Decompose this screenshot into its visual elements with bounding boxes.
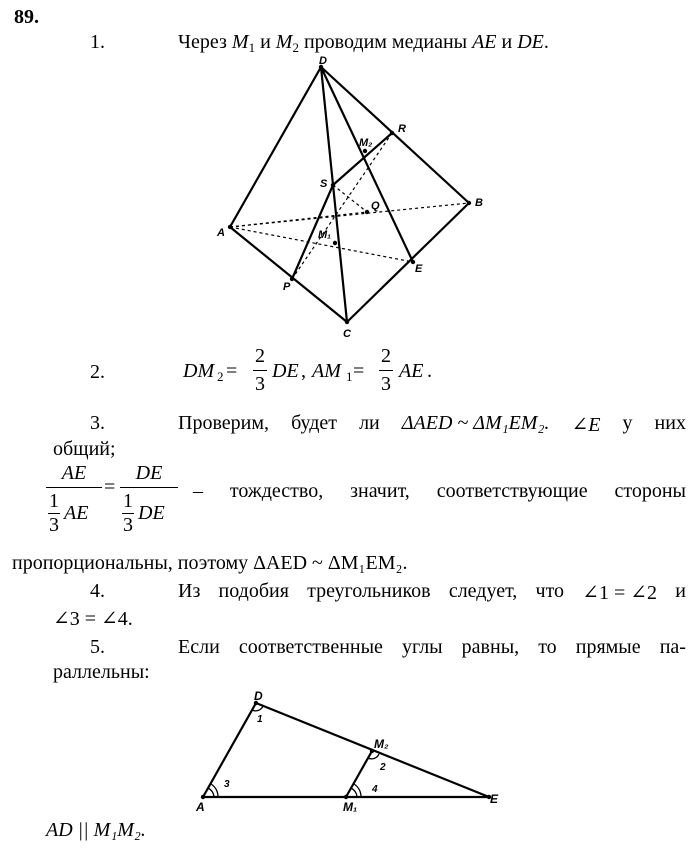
step-2-number: 2. [90, 361, 105, 383]
tetrahedron-figure [200, 55, 500, 345]
step-3-number: 3. [90, 412, 105, 434]
angle-2-label: 2 [380, 762, 386, 773]
step-4-line-1: Из подобия треугольников следует, что ∠1 = ∠2 и [178, 580, 686, 604]
step-1-text: Через $M_1$ и $M_2$ проводим медианы AE и DE. [178, 31, 549, 55]
label-R: R [398, 123, 406, 135]
angle-4-label: 4 [372, 784, 378, 795]
label-E: E [415, 263, 423, 275]
step-4-line-2: ∠3 = ∠4. [53, 608, 133, 630]
step-5-number: 5. [90, 636, 105, 658]
tri-label-A: A [196, 800, 205, 814]
step-3-line-3: – тождество, значит, соответствующие стороны [193, 480, 686, 502]
tri-label-D: D [254, 689, 263, 703]
step-3-line-2: общий; [53, 438, 116, 460]
label-S: S [320, 178, 328, 190]
step-5-line-2: раллельны: [53, 661, 150, 683]
label-B: B [475, 197, 483, 209]
problem-number: 89. [14, 6, 39, 28]
step-3-proportion: AE 1 3 AE = DE 1 3 DE [46, 462, 186, 542]
angle-1-label: 1 [257, 714, 263, 725]
label-Q: Q [371, 200, 380, 212]
tri-label-M2: M₂ [374, 737, 389, 751]
step-1-number: 1. [90, 31, 105, 53]
label-P: P [283, 281, 291, 293]
angle-3-label: 3 [224, 779, 230, 790]
tri-label-E: E [490, 792, 499, 806]
conclusion: AD || M₁M₂. [46, 819, 146, 841]
label-A: A [217, 227, 225, 239]
label-D: D [319, 55, 327, 67]
step-3-line-4: пропорциональны, поэтому ΔAED ~ ΔM₁EM₂. [12, 552, 408, 574]
label-M2: M₂ [359, 137, 373, 149]
step-4-number: 4. [90, 580, 105, 602]
triangle-figure [190, 685, 510, 820]
step-3-line-1: Проверим, будет ли ΔAED ~ ΔM₁EM₂. ∠E у них [178, 412, 686, 436]
label-M1: M₁ [318, 229, 332, 241]
tri-label-M1: M₁ [343, 800, 358, 814]
label-C: C [343, 328, 351, 340]
step-5-line-1: Если соответственные углы равны, то прямые па- [178, 636, 686, 658]
